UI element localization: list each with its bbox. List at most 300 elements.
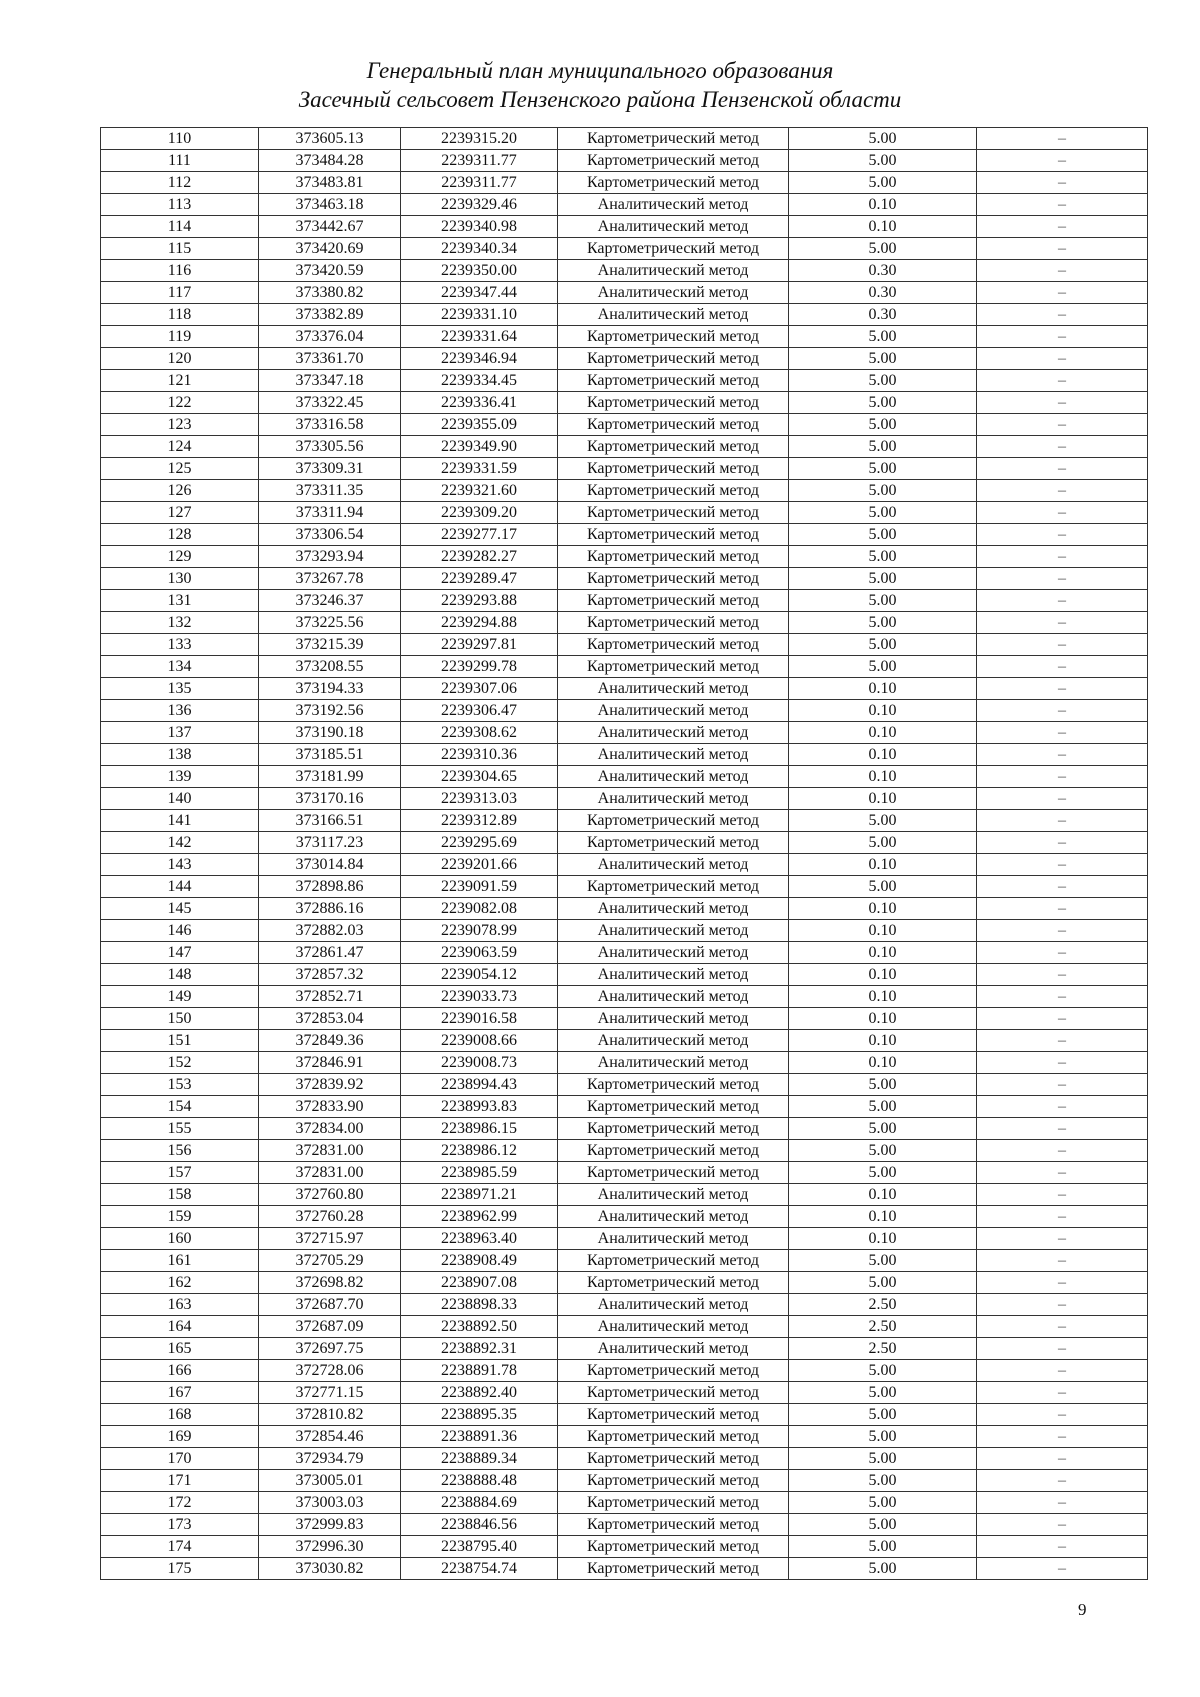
x-coordinate-cell: 373003.03 [259, 1492, 401, 1514]
method-cell: Картометрический метод [558, 1404, 789, 1426]
y-coordinate-cell: 2238985.59 [401, 1162, 558, 1184]
method-cell: Аналитический метод [558, 766, 789, 788]
accuracy-cell: 5.00 [789, 634, 977, 656]
note-cell: – [977, 1008, 1148, 1030]
point-number-cell: 172 [101, 1492, 259, 1514]
accuracy-cell: 5.00 [789, 326, 977, 348]
table-row [101, 392, 1148, 414]
x-coordinate-cell: 373442.67 [259, 216, 401, 238]
accuracy-cell: 5.00 [789, 568, 977, 590]
method-cell: Картометрический метод [558, 612, 789, 634]
method-cell: Аналитический метод [558, 920, 789, 942]
note-cell: – [977, 1250, 1148, 1272]
y-coordinate-cell: 2238891.78 [401, 1360, 558, 1382]
method-cell: Аналитический метод [558, 1338, 789, 1360]
method-cell: Картометрический метод [558, 502, 789, 524]
y-coordinate-cell: 2239201.66 [401, 854, 558, 876]
x-coordinate-cell: 372833.90 [259, 1096, 401, 1118]
method-cell: Картометрический метод [558, 1492, 789, 1514]
accuracy-cell: 5.00 [789, 348, 977, 370]
accuracy-cell: 0.10 [789, 722, 977, 744]
table-row [101, 150, 1148, 172]
accuracy-cell: 5.00 [789, 1096, 977, 1118]
note-cell: – [977, 744, 1148, 766]
point-number-cell: 166 [101, 1360, 259, 1382]
x-coordinate-cell: 373293.94 [259, 546, 401, 568]
note-cell: – [977, 216, 1148, 238]
x-coordinate-cell: 372898.86 [259, 876, 401, 898]
point-number-cell: 136 [101, 700, 259, 722]
table-row [101, 1008, 1148, 1030]
point-number-cell: 110 [101, 128, 259, 150]
y-coordinate-cell: 2239312.89 [401, 810, 558, 832]
note-cell: – [977, 1052, 1148, 1074]
table-row [101, 942, 1148, 964]
y-coordinate-cell: 2239054.12 [401, 964, 558, 986]
point-number-cell: 170 [101, 1448, 259, 1470]
point-number-cell: 144 [101, 876, 259, 898]
note-cell: – [977, 1426, 1148, 1448]
table-row [101, 986, 1148, 1008]
x-coordinate-cell: 373005.01 [259, 1470, 401, 1492]
table-row [101, 1536, 1148, 1558]
point-number-cell: 173 [101, 1514, 259, 1536]
x-coordinate-cell: 373305.56 [259, 436, 401, 458]
point-number-cell: 156 [101, 1140, 259, 1162]
accuracy-cell: 0.10 [789, 744, 977, 766]
point-number-cell: 130 [101, 568, 259, 590]
y-coordinate-cell: 2239311.77 [401, 150, 558, 172]
table-row [101, 590, 1148, 612]
method-cell: Картометрический метод [558, 128, 789, 150]
method-cell: Картометрический метод [558, 546, 789, 568]
point-number-cell: 157 [101, 1162, 259, 1184]
point-number-cell: 160 [101, 1228, 259, 1250]
note-cell: – [977, 898, 1148, 920]
y-coordinate-cell: 2239340.98 [401, 216, 558, 238]
method-cell: Картометрический метод [558, 1426, 789, 1448]
x-coordinate-cell: 373311.35 [259, 480, 401, 502]
x-coordinate-cell: 373190.18 [259, 722, 401, 744]
point-number-cell: 145 [101, 898, 259, 920]
accuracy-cell: 5.00 [789, 1162, 977, 1184]
note-cell: – [977, 1096, 1148, 1118]
x-coordinate-cell: 372697.75 [259, 1338, 401, 1360]
method-cell: Аналитический метод [558, 722, 789, 744]
y-coordinate-cell: 2239008.66 [401, 1030, 558, 1052]
point-number-cell: 149 [101, 986, 259, 1008]
y-coordinate-cell: 2238888.48 [401, 1470, 558, 1492]
x-coordinate-cell: 372698.82 [259, 1272, 401, 1294]
note-cell: – [977, 502, 1148, 524]
table-row [101, 282, 1148, 304]
y-coordinate-cell: 2239306.47 [401, 700, 558, 722]
method-cell: Аналитический метод [558, 1316, 789, 1338]
accuracy-cell: 0.10 [789, 766, 977, 788]
point-number-cell: 116 [101, 260, 259, 282]
method-cell: Картометрический метод [558, 832, 789, 854]
accuracy-cell: 2.50 [789, 1294, 977, 1316]
method-cell: Аналитический метод [558, 260, 789, 282]
point-number-cell: 140 [101, 788, 259, 810]
table-row [101, 1492, 1148, 1514]
method-cell: Аналитический метод [558, 216, 789, 238]
accuracy-cell: 5.00 [789, 1404, 977, 1426]
note-cell: – [977, 766, 1148, 788]
header-line-2: Засечный сельсовет Пензенского района Пензенской области [298, 87, 902, 112]
method-cell: Картометрический метод [558, 1558, 789, 1580]
y-coordinate-cell: 2239063.59 [401, 942, 558, 964]
note-cell: – [977, 1162, 1148, 1184]
accuracy-cell: 0.10 [789, 1008, 977, 1030]
point-number-cell: 154 [101, 1096, 259, 1118]
table-row [101, 1360, 1148, 1382]
method-cell: Картометрический метод [558, 458, 789, 480]
note-cell: – [977, 326, 1148, 348]
table-row [101, 568, 1148, 590]
point-number-cell: 125 [101, 458, 259, 480]
x-coordinate-cell: 372853.04 [259, 1008, 401, 1030]
note-cell: – [977, 1470, 1148, 1492]
method-cell: Картометрический метод [558, 1272, 789, 1294]
x-coordinate-cell: 373420.59 [259, 260, 401, 282]
document-header [0, 56, 1200, 114]
table-row [101, 238, 1148, 260]
x-coordinate-cell: 372852.71 [259, 986, 401, 1008]
method-cell: Картометрический метод [558, 348, 789, 370]
point-number-cell: 162 [101, 1272, 259, 1294]
note-cell: – [977, 194, 1148, 216]
method-cell: Картометрический метод [558, 810, 789, 832]
table-row [101, 436, 1148, 458]
table-row [101, 788, 1148, 810]
y-coordinate-cell: 2238971.21 [401, 1184, 558, 1206]
method-cell: Аналитический метод [558, 986, 789, 1008]
accuracy-cell: 5.00 [789, 524, 977, 546]
note-cell: – [977, 1492, 1148, 1514]
note-cell: – [977, 436, 1148, 458]
point-number-cell: 165 [101, 1338, 259, 1360]
method-cell: Аналитический метод [558, 1030, 789, 1052]
accuracy-cell: 0.10 [789, 678, 977, 700]
x-coordinate-cell: 373376.04 [259, 326, 401, 348]
note-cell: – [977, 986, 1148, 1008]
accuracy-cell: 0.10 [789, 700, 977, 722]
accuracy-cell: 5.00 [789, 1074, 977, 1096]
table-row [101, 766, 1148, 788]
note-cell: – [977, 546, 1148, 568]
x-coordinate-cell: 373347.18 [259, 370, 401, 392]
table-row [101, 1206, 1148, 1228]
method-cell: Аналитический метод [558, 282, 789, 304]
method-cell: Картометрический метод [558, 1074, 789, 1096]
method-cell: Картометрический метод [558, 1162, 789, 1184]
y-coordinate-cell: 2238963.40 [401, 1228, 558, 1250]
accuracy-cell: 5.00 [789, 458, 977, 480]
note-cell: – [977, 128, 1148, 150]
x-coordinate-cell: 373484.28 [259, 150, 401, 172]
y-coordinate-cell: 2239293.88 [401, 590, 558, 612]
note-cell: – [977, 282, 1148, 304]
point-number-cell: 135 [101, 678, 259, 700]
table-row [101, 1272, 1148, 1294]
method-cell: Аналитический метод [558, 964, 789, 986]
point-number-cell: 174 [101, 1536, 259, 1558]
method-cell: Картометрический метод [558, 1118, 789, 1140]
note-cell: – [977, 1316, 1148, 1338]
note-cell: – [977, 876, 1148, 898]
note-cell: – [977, 150, 1148, 172]
y-coordinate-cell: 2239299.78 [401, 656, 558, 678]
accuracy-cell: 5.00 [789, 150, 977, 172]
x-coordinate-cell: 372834.00 [259, 1118, 401, 1140]
x-coordinate-cell: 372687.70 [259, 1294, 401, 1316]
x-coordinate-cell: 372854.46 [259, 1426, 401, 1448]
accuracy-cell: 5.00 [789, 832, 977, 854]
note-cell: – [977, 1184, 1148, 1206]
x-coordinate-cell: 373181.99 [259, 766, 401, 788]
method-cell: Картометрический метод [558, 392, 789, 414]
table-row [101, 480, 1148, 502]
method-cell: Картометрический метод [558, 634, 789, 656]
note-cell: – [977, 678, 1148, 700]
point-number-cell: 114 [101, 216, 259, 238]
note-cell: – [977, 1558, 1148, 1580]
y-coordinate-cell: 2239334.45 [401, 370, 558, 392]
accuracy-cell: 0.10 [789, 964, 977, 986]
point-number-cell: 138 [101, 744, 259, 766]
accuracy-cell: 5.00 [789, 612, 977, 634]
point-number-cell: 117 [101, 282, 259, 304]
method-cell: Картометрический метод [558, 1250, 789, 1272]
y-coordinate-cell: 2239295.69 [401, 832, 558, 854]
x-coordinate-cell: 373117.23 [259, 832, 401, 854]
table-row [101, 1316, 1148, 1338]
note-cell: – [977, 1228, 1148, 1250]
x-coordinate-cell: 373361.70 [259, 348, 401, 370]
accuracy-cell: 5.00 [789, 1382, 977, 1404]
x-coordinate-cell: 372846.91 [259, 1052, 401, 1074]
accuracy-cell: 0.10 [789, 1184, 977, 1206]
note-cell: – [977, 612, 1148, 634]
table-row [101, 216, 1148, 238]
accuracy-cell: 5.00 [789, 238, 977, 260]
point-number-cell: 129 [101, 546, 259, 568]
accuracy-cell: 0.10 [789, 1030, 977, 1052]
accuracy-cell: 5.00 [789, 546, 977, 568]
point-number-cell: 167 [101, 1382, 259, 1404]
note-cell: – [977, 1294, 1148, 1316]
x-coordinate-cell: 372886.16 [259, 898, 401, 920]
x-coordinate-cell: 372760.28 [259, 1206, 401, 1228]
accuracy-cell: 2.50 [789, 1338, 977, 1360]
table-row [101, 1448, 1148, 1470]
x-coordinate-cell: 373215.39 [259, 634, 401, 656]
note-cell: – [977, 1404, 1148, 1426]
point-number-cell: 120 [101, 348, 259, 370]
x-coordinate-cell: 373483.81 [259, 172, 401, 194]
point-number-cell: 133 [101, 634, 259, 656]
accuracy-cell: 5.00 [789, 1118, 977, 1140]
accuracy-cell: 0.30 [789, 304, 977, 326]
note-cell: – [977, 832, 1148, 854]
table-row [101, 304, 1148, 326]
y-coordinate-cell: 2238962.99 [401, 1206, 558, 1228]
table-row [101, 678, 1148, 700]
point-number-cell: 123 [101, 414, 259, 436]
accuracy-cell: 5.00 [789, 1426, 977, 1448]
y-coordinate-cell: 2238993.83 [401, 1096, 558, 1118]
point-number-cell: 126 [101, 480, 259, 502]
method-cell: Аналитический метод [558, 194, 789, 216]
table-row [101, 810, 1148, 832]
x-coordinate-cell: 372857.32 [259, 964, 401, 986]
accuracy-cell: 5.00 [789, 1514, 977, 1536]
note-cell: – [977, 964, 1148, 986]
note-cell: – [977, 722, 1148, 744]
table-row [101, 1228, 1148, 1250]
y-coordinate-cell: 2238994.43 [401, 1074, 558, 1096]
note-cell: – [977, 348, 1148, 370]
y-coordinate-cell: 2239091.59 [401, 876, 558, 898]
note-cell: – [977, 458, 1148, 480]
x-coordinate-cell: 372999.83 [259, 1514, 401, 1536]
table-row [101, 700, 1148, 722]
note-cell: – [977, 1074, 1148, 1096]
y-coordinate-cell: 2239277.17 [401, 524, 558, 546]
point-number-cell: 147 [101, 942, 259, 964]
note-cell: – [977, 238, 1148, 260]
method-cell: Аналитический метод [558, 1206, 789, 1228]
method-cell: Картометрический метод [558, 150, 789, 172]
point-number-cell: 143 [101, 854, 259, 876]
x-coordinate-cell: 373267.78 [259, 568, 401, 590]
accuracy-cell: 2.50 [789, 1316, 977, 1338]
x-coordinate-cell: 373185.51 [259, 744, 401, 766]
method-cell: Картометрический метод [558, 1470, 789, 1492]
note-cell: – [977, 304, 1148, 326]
note-cell: – [977, 854, 1148, 876]
accuracy-cell: 5.00 [789, 128, 977, 150]
y-coordinate-cell: 2238986.15 [401, 1118, 558, 1140]
table-row [101, 1470, 1148, 1492]
table-row [101, 1052, 1148, 1074]
table-row [101, 1426, 1148, 1448]
method-cell: Картометрический метод [558, 1382, 789, 1404]
method-cell: Картометрический метод [558, 436, 789, 458]
table-row [101, 326, 1148, 348]
method-cell: Картометрический метод [558, 568, 789, 590]
accuracy-cell: 5.00 [789, 590, 977, 612]
accuracy-cell: 0.10 [789, 1228, 977, 1250]
x-coordinate-cell: 373306.54 [259, 524, 401, 546]
table-row [101, 1162, 1148, 1184]
note-cell: – [977, 1030, 1148, 1052]
accuracy-cell: 5.00 [789, 502, 977, 524]
header-line-1: Генеральный план муниципального образования [366, 58, 834, 83]
y-coordinate-cell: 2238889.34 [401, 1448, 558, 1470]
point-number-cell: 169 [101, 1426, 259, 1448]
y-coordinate-cell: 2238908.49 [401, 1250, 558, 1272]
point-number-cell: 175 [101, 1558, 259, 1580]
method-cell: Картометрический метод [558, 1140, 789, 1162]
y-coordinate-cell: 2239304.65 [401, 766, 558, 788]
y-coordinate-cell: 2239350.00 [401, 260, 558, 282]
method-cell: Картометрический метод [558, 1514, 789, 1536]
point-number-cell: 150 [101, 1008, 259, 1030]
accuracy-cell: 5.00 [789, 1470, 977, 1492]
y-coordinate-cell: 2239282.27 [401, 546, 558, 568]
x-coordinate-cell: 373322.45 [259, 392, 401, 414]
y-coordinate-cell: 2239308.62 [401, 722, 558, 744]
y-coordinate-cell: 2238795.40 [401, 1536, 558, 1558]
y-coordinate-cell: 2239311.77 [401, 172, 558, 194]
table-row [101, 832, 1148, 854]
table-row [101, 370, 1148, 392]
accuracy-cell: 5.00 [789, 1360, 977, 1382]
note-cell: – [977, 568, 1148, 590]
point-number-cell: 141 [101, 810, 259, 832]
y-coordinate-cell: 2238898.33 [401, 1294, 558, 1316]
table-row [101, 1140, 1148, 1162]
point-number-cell: 168 [101, 1404, 259, 1426]
point-number-cell: 113 [101, 194, 259, 216]
x-coordinate-cell: 372849.36 [259, 1030, 401, 1052]
point-number-cell: 111 [101, 150, 259, 172]
note-cell: – [977, 788, 1148, 810]
note-cell: – [977, 260, 1148, 282]
table-row [101, 1096, 1148, 1118]
table-row [101, 172, 1148, 194]
point-number-cell: 122 [101, 392, 259, 414]
method-cell: Картометрический метод [558, 1096, 789, 1118]
x-coordinate-cell: 372882.03 [259, 920, 401, 942]
x-coordinate-cell: 373014.84 [259, 854, 401, 876]
accuracy-cell: 5.00 [789, 810, 977, 832]
x-coordinate-cell: 373194.33 [259, 678, 401, 700]
table-row [101, 348, 1148, 370]
table-row [101, 854, 1148, 876]
accuracy-cell: 5.00 [789, 1492, 977, 1514]
note-cell: – [977, 656, 1148, 678]
method-cell: Аналитический метод [558, 1184, 789, 1206]
accuracy-cell: 5.00 [789, 172, 977, 194]
note-cell: – [977, 920, 1148, 942]
method-cell: Аналитический метод [558, 678, 789, 700]
accuracy-cell: 5.00 [789, 370, 977, 392]
y-coordinate-cell: 2238884.69 [401, 1492, 558, 1514]
y-coordinate-cell: 2239297.81 [401, 634, 558, 656]
note-cell: – [977, 810, 1148, 832]
y-coordinate-cell: 2239329.46 [401, 194, 558, 216]
y-coordinate-cell: 2238895.35 [401, 1404, 558, 1426]
note-cell: – [977, 1140, 1148, 1162]
accuracy-cell: 5.00 [789, 1536, 977, 1558]
accuracy-cell: 5.00 [789, 392, 977, 414]
point-number-cell: 132 [101, 612, 259, 634]
point-number-cell: 142 [101, 832, 259, 854]
accuracy-cell: 5.00 [789, 480, 977, 502]
table-row [101, 1184, 1148, 1206]
accuracy-cell: 5.00 [789, 876, 977, 898]
y-coordinate-cell: 2239307.06 [401, 678, 558, 700]
point-number-cell: 155 [101, 1118, 259, 1140]
method-cell: Картометрический метод [558, 370, 789, 392]
point-number-cell: 112 [101, 172, 259, 194]
table-row [101, 546, 1148, 568]
accuracy-cell: 5.00 [789, 1250, 977, 1272]
y-coordinate-cell: 2239033.73 [401, 986, 558, 1008]
